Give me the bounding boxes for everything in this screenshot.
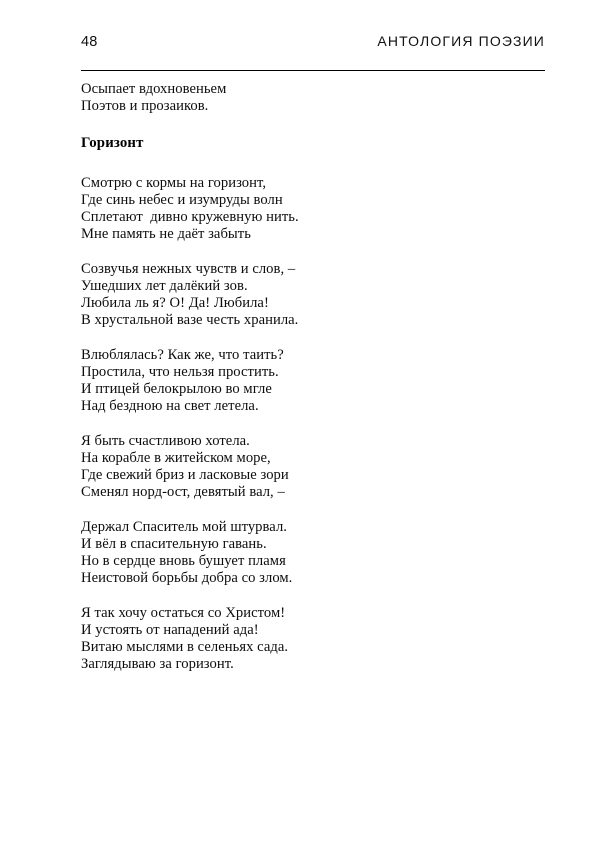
stanza-2: [81, 261, 551, 330]
verse-line: В хрустальной вазе честь хранила.: [81, 312, 299, 329]
verse-line: Поэтов и прозаиков.: [81, 98, 209, 115]
verse-line: Ушедших лет далёкий зов.: [81, 277, 248, 294]
verse-line: И вёл в спасительную гавань.: [81, 535, 267, 552]
verse-line: И птицей белокрылою во мгле: [81, 381, 272, 398]
verse-line: Любила ль я? О! Да! Любила!: [81, 295, 269, 312]
verse-line: И устоять от нападений ада!: [81, 621, 259, 638]
verse-line: Витаю мыслями в селеньях сада.: [81, 639, 289, 656]
stanza-1: [81, 175, 551, 244]
header-divider: [81, 70, 545, 71]
verse-line: Где свежий бриз и ласковые зори: [81, 467, 289, 484]
running-head: [81, 34, 545, 54]
page-body: [81, 81, 551, 673]
verse-line: На корабле в житейском море,: [81, 449, 271, 466]
verse-line: Держал Спаситель мой штурвал.: [81, 518, 287, 535]
stanza-5: [81, 519, 551, 588]
poem-title: Горизонт: [81, 135, 144, 152]
verse-line: Простила, что нельзя простить.: [81, 363, 279, 380]
verse-line: Сменял норд-ост, девятый вал, –: [81, 484, 285, 501]
verse-line: Но в сердце вновь бушует пламя: [81, 553, 286, 570]
poem-title-block: [81, 135, 551, 152]
running-head-title: АНТОЛОГИЯ ПОЭЗИИ: [377, 33, 545, 49]
verse-line: Созвучья нежных чувств и слов, –: [81, 260, 296, 277]
preceding-fragment: [81, 81, 551, 115]
verse-line: Над бездною на свет летела.: [81, 398, 259, 415]
verse-line: Где синь небес и изумруды волн: [81, 191, 283, 208]
verse-line: Я так хочу остаться со Христом!: [81, 604, 286, 621]
verse-line: Мне память не даёт забыть: [81, 226, 251, 243]
verse-line: Осыпает вдохновеньем: [81, 81, 227, 97]
stanza-6: [81, 605, 551, 674]
verse-line: Влюблялась? Как же, что таить?: [81, 346, 284, 363]
page-number: 48: [81, 34, 98, 50]
verse-line: Сплетают дивно кружевную нить.: [81, 209, 299, 226]
verse-line: Я быть счастливою хотела.: [81, 432, 250, 449]
stanza-3: [81, 347, 551, 416]
verse-line: Неистовой борьбы добра со злом.: [81, 570, 293, 587]
stanza-4: [81, 433, 551, 502]
verse-line: Заглядываю за горизонт.: [81, 656, 234, 673]
verse-line: Смотрю с кормы на горизонт,: [81, 174, 267, 191]
